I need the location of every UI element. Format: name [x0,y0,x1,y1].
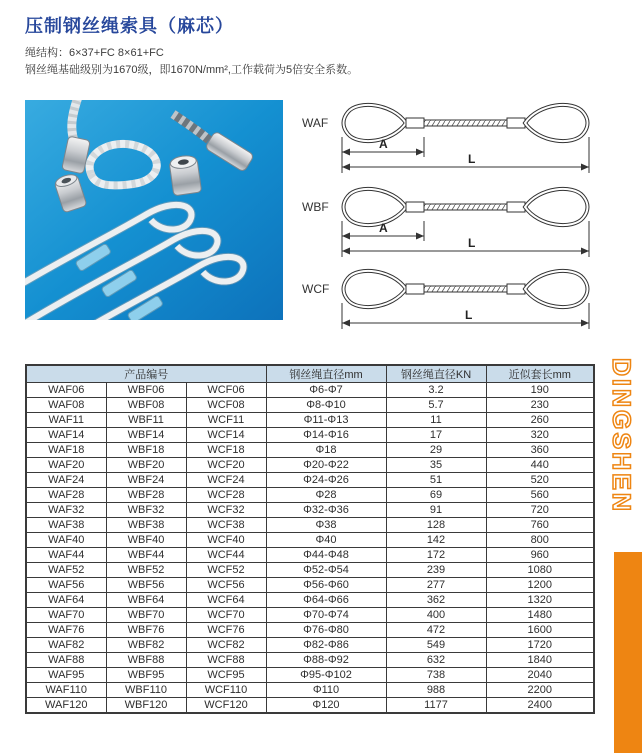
table-cell: WBF70 [106,608,186,623]
table-cell: WBF76 [106,623,186,638]
table-cell: 360 [486,443,594,458]
table-cell: WAF20 [26,458,106,473]
table-cell: WBF06 [106,383,186,398]
table-row [26,698,594,713]
spec-table-body [26,383,594,713]
table-cell: WBF32 [106,503,186,518]
table-cell: Φ110 [266,683,386,698]
table-row [26,578,594,593]
table-cell: 400 [386,608,486,623]
table-cell: 960 [486,548,594,563]
table-cell: WBF38 [106,518,186,533]
dimension-l-label: L [465,308,473,322]
table-cell: Φ52-Φ54 [266,563,386,578]
table-cell: 1080 [486,563,594,578]
table-row [26,548,594,563]
table-cell: 720 [486,503,594,518]
table-cell: Φ88-Φ92 [266,653,386,668]
diagram-label-wbf: WBF [302,200,329,214]
table-cell: 320 [486,428,594,443]
table-row [26,563,594,578]
table-cell: WAF24 [26,473,106,488]
table-cell: 277 [386,578,486,593]
table-cell: 988 [386,683,486,698]
table-row [26,653,594,668]
col-header-rope-diameter: 钢丝绳直径mm [266,365,386,383]
table-cell: WAF14 [26,428,106,443]
table-cell: WCF24 [186,473,266,488]
table-cell: 362 [386,593,486,608]
table-cell: WAF110 [26,683,106,698]
table-cell: WBF08 [106,398,186,413]
table-cell: 800 [486,533,594,548]
dimension-l-label: L [468,236,476,250]
table-cell: 17 [386,428,486,443]
table-cell: WBF24 [106,473,186,488]
product-photo [25,100,283,320]
diagram-wbf [302,189,589,257]
table-row [26,518,594,533]
table-cell: 3.2 [386,383,486,398]
table-cell: WBF44 [106,548,186,563]
table-cell: WAF76 [26,623,106,638]
table-cell: 190 [486,383,594,398]
table-cell: WAF18 [26,443,106,458]
page-title: 压制钢丝绳索具（麻芯） [25,16,234,36]
table-cell: Φ20-Φ22 [266,458,386,473]
table-cell: 738 [386,668,486,683]
table-cell: 1840 [486,653,594,668]
table-row [26,608,594,623]
col-header-breaking-force: 钢丝绳直径KN [386,365,486,383]
table-cell: WCF64 [186,593,266,608]
table-header-row [26,365,594,383]
table-cell: 472 [386,623,486,638]
table-cell: Φ32-Φ36 [266,503,386,518]
table-cell: WCF38 [186,518,266,533]
table-cell: WCF08 [186,398,266,413]
table-cell: 1200 [486,578,594,593]
table-cell: WCF28 [186,488,266,503]
table-cell: WAF64 [26,593,106,608]
table-cell: WCF18 [186,443,266,458]
table-row [26,443,594,458]
table-cell: WBF120 [106,698,186,713]
table-cell: WAF38 [26,518,106,533]
table-cell: WAF11 [26,413,106,428]
spec-table [25,364,595,714]
table-cell: WBF56 [106,578,186,593]
table-cell: 239 [386,563,486,578]
table-cell: WBF20 [106,458,186,473]
table-cell: WCF110 [186,683,266,698]
rope-structure-note: 绳结构：6×37+FC 8×61+FC [25,47,164,59]
table-cell: WBF88 [106,653,186,668]
table-cell: WAF120 [26,698,106,713]
table-cell: 1720 [486,638,594,653]
rope-grade-note: 钢丝绳基础级别为1670级，即1670N/mm²,工作载荷为5倍安全系数。 [25,64,359,76]
table-cell: 230 [486,398,594,413]
table-cell: WBF64 [106,593,186,608]
diagram-waf [302,105,589,173]
table-cell: 11 [386,413,486,428]
table-cell: WBF52 [106,563,186,578]
brand-accent-bar [614,552,642,753]
table-cell: WBF95 [106,668,186,683]
table-cell: 440 [486,458,594,473]
table-cell: WAF28 [26,488,106,503]
table-cell: WBF14 [106,428,186,443]
table-cell: 35 [386,458,486,473]
table-row [26,533,594,548]
col-header-eye-length: 近似套长mm [486,365,594,383]
table-row [26,593,594,608]
table-cell: WCF11 [186,413,266,428]
table-cell: 2400 [486,698,594,713]
table-cell: WBF18 [106,443,186,458]
diagram-label-waf: WAF [302,116,329,130]
table-cell: 1480 [486,608,594,623]
table-cell: 260 [486,413,594,428]
table-cell: WCF95 [186,668,266,683]
table-cell: 69 [386,488,486,503]
table-cell: WCF56 [186,578,266,593]
table-cell: 91 [386,503,486,518]
table-cell: WAF82 [26,638,106,653]
table-cell: Φ14-Φ16 [266,428,386,443]
table-cell: WCF76 [186,623,266,638]
table-cell: Φ44-Φ48 [266,548,386,563]
table-cell: WCF14 [186,428,266,443]
dimension-l-label: L [468,152,476,166]
table-cell: 172 [386,548,486,563]
table-cell: Φ11-Φ13 [266,413,386,428]
table-cell: 2200 [486,683,594,698]
table-cell: Φ76-Φ80 [266,623,386,638]
sling-diagrams [300,95,595,345]
table-row [26,428,594,443]
diagram-wcf [302,271,589,329]
table-row [26,503,594,518]
table-cell: Φ8-Φ10 [266,398,386,413]
table-cell: WBF11 [106,413,186,428]
table-cell: WCF82 [186,638,266,653]
table-cell: WAF95 [26,668,106,683]
table-cell: Φ28 [266,488,386,503]
table-cell: Φ24-Φ26 [266,473,386,488]
table-row [26,638,594,653]
table-row [26,488,594,503]
table-cell: Φ56-Φ60 [266,578,386,593]
table-cell: Φ95-Φ102 [266,668,386,683]
table-row [26,413,594,428]
table-cell: WAF56 [26,578,106,593]
table-cell: WCF40 [186,533,266,548]
table-cell: 5.7 [386,398,486,413]
table-cell: WAF40 [26,533,106,548]
table-cell: Φ70-Φ74 [266,608,386,623]
table-row [26,458,594,473]
dimension-a-label: A [379,221,388,235]
table-cell: WAF08 [26,398,106,413]
table-cell: 128 [386,518,486,533]
table-cell: 1320 [486,593,594,608]
table-cell: Φ18 [266,443,386,458]
table-cell: 1177 [386,698,486,713]
table-cell: 51 [386,473,486,488]
table-cell: WCF20 [186,458,266,473]
table-cell: WCF88 [186,653,266,668]
brand-vertical-text: DINGSHEN [607,357,635,514]
table-cell: Φ82-Φ86 [266,638,386,653]
table-cell: WAF52 [26,563,106,578]
table-cell: WBF82 [106,638,186,653]
table-cell: WCF06 [186,383,266,398]
table-cell: 632 [386,653,486,668]
table-row [26,398,594,413]
table-cell: WAF70 [26,608,106,623]
table-cell: Φ38 [266,518,386,533]
table-cell: Φ64-Φ66 [266,593,386,608]
table-cell: WCF52 [186,563,266,578]
table-cell: WCF70 [186,608,266,623]
table-cell: WCF44 [186,548,266,563]
aluminium-sleeve [169,154,202,196]
table-cell: Φ6-Φ7 [266,383,386,398]
dimension-a-label: A [379,137,388,151]
table-cell: WAF06 [26,383,106,398]
table-row [26,668,594,683]
table-cell: WBF40 [106,533,186,548]
table-cell: Φ120 [266,698,386,713]
table-row [26,683,594,698]
table-cell: WAF44 [26,548,106,563]
table-cell: WBF28 [106,488,186,503]
table-row [26,383,594,398]
table-cell: WBF110 [106,683,186,698]
table-cell: 549 [386,638,486,653]
table-cell: Φ40 [266,533,386,548]
table-cell: 29 [386,443,486,458]
table-cell: 2040 [486,668,594,683]
table-cell: WCF32 [186,503,266,518]
diagram-label-wcf: WCF [302,282,330,296]
table-row [26,473,594,488]
table-cell: 1600 [486,623,594,638]
table-cell: WAF32 [26,503,106,518]
table-cell: WAF88 [26,653,106,668]
col-header-product-number: 产品编号 [26,365,266,383]
table-cell: 760 [486,518,594,533]
table-cell: 560 [486,488,594,503]
table-row [26,623,594,638]
table-cell: 520 [486,473,594,488]
table-cell: WCF120 [186,698,266,713]
table-cell: 142 [386,533,486,548]
